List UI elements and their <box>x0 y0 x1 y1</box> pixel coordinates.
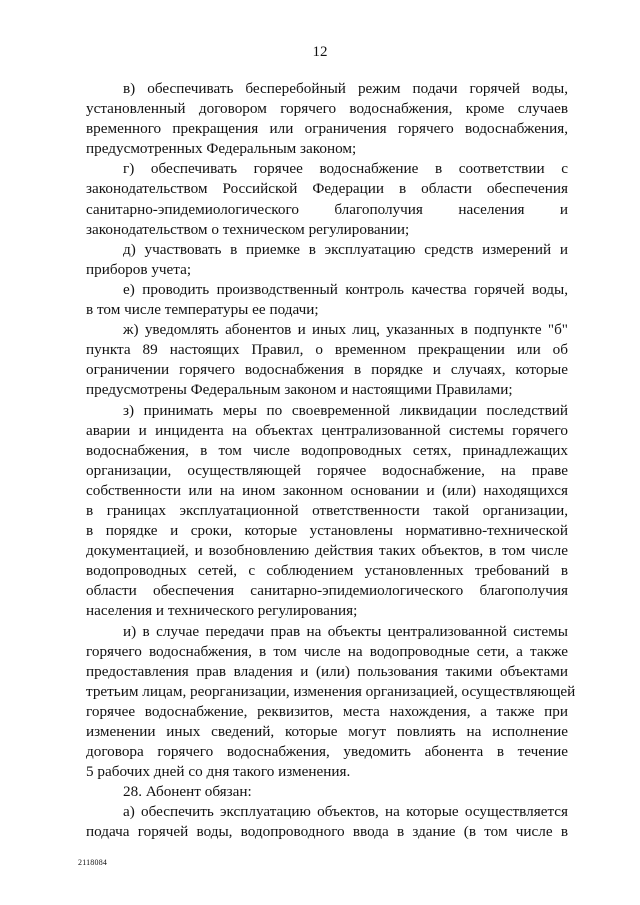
text-line: водопроводных сетей, с соблюдением установленных требований в <box>86 562 568 580</box>
text-line: санитарно-эпидемиологического благополучия населения и <box>86 200 568 218</box>
paragraph <box>86 240 568 280</box>
text-line: предусмотрены Федеральным законом и настоящими Правилами; <box>86 381 513 399</box>
text-line: ограничении горячего водоснабжения в порядке и случаях, которые <box>86 361 568 379</box>
text-line: и) в случае передачи прав на объекты централизованной системы <box>123 622 568 640</box>
text-line: в) обеспечивать бесперебойный режим подачи горячей воды, <box>123 80 568 97</box>
text-line: третьим лицам, реорганизации, изменения организацией, осуществляющей <box>86 682 576 700</box>
paragraph <box>86 79 568 159</box>
text-line: установленный договором горячего водоснабжения, кроме случаев <box>86 100 568 118</box>
text-line: собственности или на ином законном основании и (или) находящихся <box>86 481 568 499</box>
text-line: изменении иных сведений, которые могут повлиять на исполнение <box>86 723 568 740</box>
text-line: временного прекращения или ограничения горячего водоснабжения, <box>86 120 568 138</box>
text-line: д) участвовать в приемке в эксплуатацию средств измерений и <box>123 240 568 258</box>
paragraph <box>86 280 568 320</box>
page-number: 12 <box>312 44 328 60</box>
text-line: области обеспечения санитарно-эпидемиологического благополучия <box>86 582 568 600</box>
paragraph <box>86 622 576 783</box>
text-line: предоставления прав владения и (или) пользования такими объектами <box>86 662 568 680</box>
text-line: приборов учета; <box>86 260 192 278</box>
text-line: 5 рабочих дней со дня такого изменения. <box>86 763 351 781</box>
text-line: предусмотренных Федеральным законом; <box>86 140 357 158</box>
text-line: населения и технического регулирования; <box>86 602 358 620</box>
paragraph <box>86 320 568 400</box>
text-line: договора горячего водоснабжения, уведомить абонента в течение <box>86 743 568 761</box>
text-line: подача горячей воды, водопроводного ввода в здание (в том числе в <box>86 823 568 841</box>
text-line: 28. Абонент обязан: <box>123 783 252 801</box>
text-line: е) проводить производственный контроль качества горячей воды, <box>123 280 568 298</box>
paragraph <box>86 159 568 239</box>
paragraph <box>86 782 568 802</box>
paragraph <box>86 401 568 622</box>
text-line: законодательством о техническом регулировании; <box>86 220 410 238</box>
text-line: пункта 89 настоящих Правил, о временном прекращении или об <box>86 341 568 359</box>
document-code: 2118084 <box>78 858 108 867</box>
text-line: в границах эксплуатационной ответственности такой организации, <box>86 501 568 519</box>
paragraph <box>86 802 568 842</box>
text-line: горячее водоснабжение, реквизитов, места нахождения, а также при <box>86 702 568 720</box>
text-line: г) обеспечивать горячее водоснабжение в соответствии с <box>123 160 568 178</box>
text-line: з) принимать меры по своевременной ликвидации последствий <box>123 401 568 419</box>
text-line: в порядке и сроки, которые установлены нормативно-технической <box>86 522 568 540</box>
text-line: законодательством Российской Федерации в области обеспечения <box>86 180 568 198</box>
text-line: водоснабжения, в том числе водопроводных сетях, принадлежащих <box>86 441 568 459</box>
text-line: аварии и инцидента на объектах централизованной системы горячего <box>86 421 568 439</box>
text-line: горячего водоснабжения, в том числе на водопроводные сети, а также <box>86 642 568 660</box>
text-line: документацией, и возобновлению действия таких объектов, в том числе <box>86 542 568 560</box>
text-line: в том числе температуры ее подачи; <box>86 301 319 319</box>
text-line: а) обеспечить эксплуатацию объектов, на которые осуществляется <box>123 803 568 821</box>
text-line: организации, осуществляющей горячее водоснабжение, на праве <box>86 461 568 479</box>
text-line: ж) уведомлять абонентов и иных лиц, указанных в подпункте "б" <box>123 321 568 339</box>
body-text <box>86 79 576 843</box>
